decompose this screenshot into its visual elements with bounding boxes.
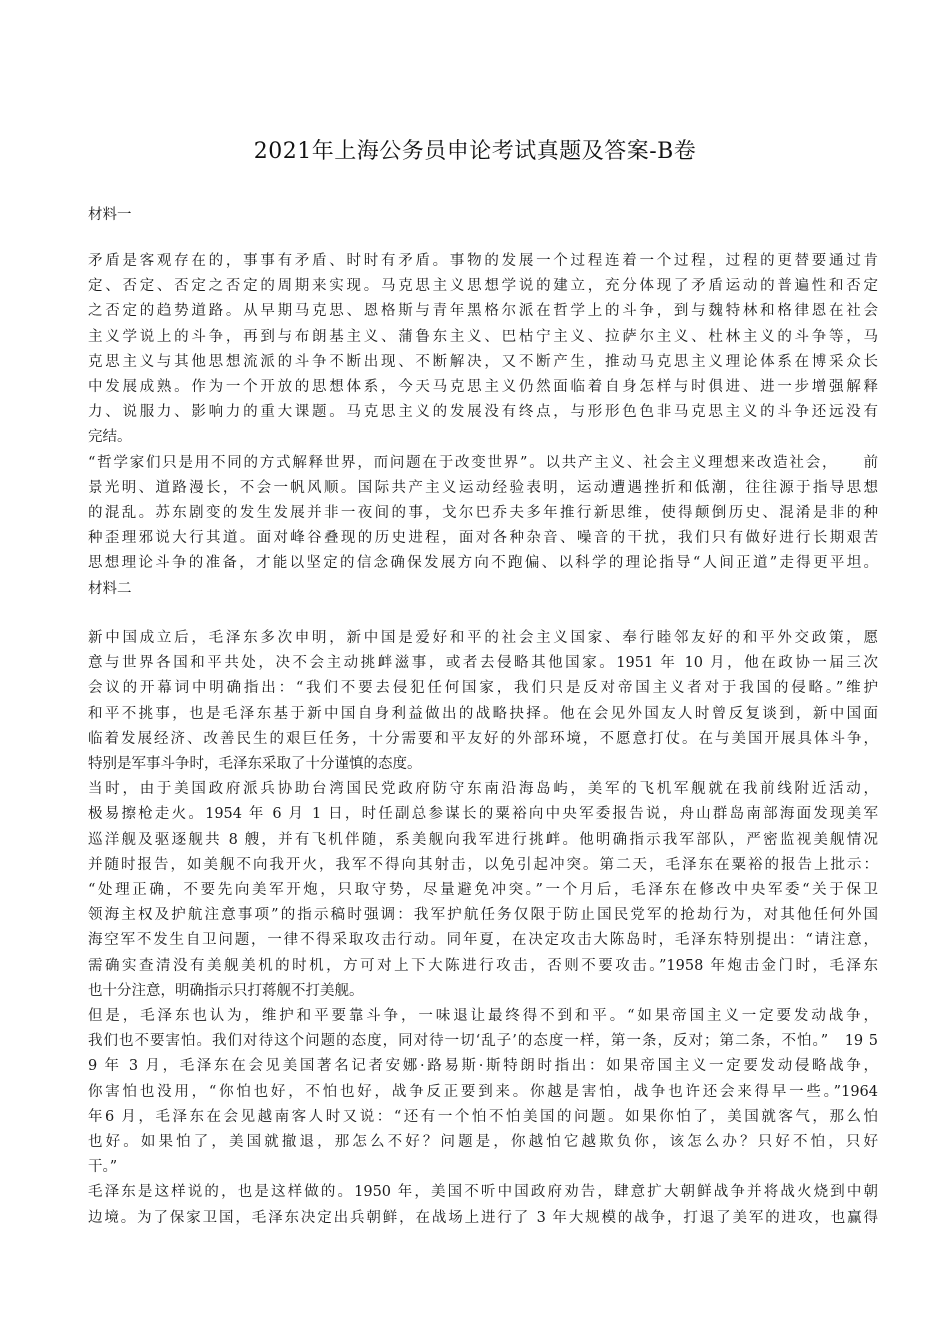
material2-line: 但是，毛泽东也认为，维护和平要靠斗争，一味退让最终得不到和平。“如果帝国主义一定要发动战争，	[88, 1008, 878, 1024]
material2-line: 年6 月，毛泽东在会见越南客人时又说：“还有一个怕不怕美国的问题。如果你怕了，美国就客气，那么怕	[88, 1108, 878, 1125]
material2-line: 当时，由于美国政府派兵协助台湾国民党政府防守东南沿海岛屿，美军的飞机军舰就在我前线附近活动，	[88, 781, 878, 798]
material1-line: 主义学说上的斗争，再到与布朗基主义、蒲鲁东主义、巴枯宁主义、拉萨尔主义、杜林主义的斗争等，马	[88, 328, 878, 345]
material2-line: 意与世界各国和平共处，决不会主动挑衅滋事，或者去侵略其他国家。1951 年 10 月，他在政协一届三次	[88, 655, 878, 672]
material2-line: 也好。如果怕了，美国就撤退，那怎么不好？问题是，你越怕它越欺负你，该怎么办？只好不怕，只好	[88, 1134, 878, 1150]
material1-line: 的混乱。苏东剧变的发生发展并非一夜间的事，戈尔巴乔夫多年推行新思维，使得颠倒历史、混淆是非的种	[88, 505, 878, 521]
material1-line: 定、否定、否定之否定的周期来实现。马克思主义思想学说的建立，充分体现了矛盾运动的普遍性和否定	[88, 278, 878, 295]
material1-line: 矛盾是客观存在的，事事有矛盾、时时有矛盾。事物的发展一个过程连着一个过程，过程的更替要通过肯	[88, 253, 878, 269]
material1-line: 力、说服力、影响力的重大课题。马克思主义的发展没有终点，与形形色色非马克思主义的斗争还远没有	[88, 404, 878, 421]
material2-line: 干。”	[88, 1159, 118, 1176]
material2-heading: 材料二	[88, 581, 132, 597]
material2-line: 巡洋舰及驱逐舰共 8 艘，并有飞机伴随，系美舰向我军进行挑衅。他明确指示我军部队，严密监视美舰情况	[88, 831, 878, 848]
material1-line: 完结。	[88, 429, 132, 446]
material2-line: 极易擦枪走火。1954 年 6 月 1 日，时任副总参谋长的粟裕向中央军委报告说，舟山群岛南部海面发现美军	[88, 806, 878, 823]
material2-line: 并随时报告，如美舰不向我开火，我军不得向其射击，以免引起冲突。第二天，毛泽东在粟裕的报告上批示：	[88, 856, 878, 873]
material2-line: 9 年 3 月，毛泽东在会见美国著名记者安娜·路易斯·斯特朗时指出：如果帝国主义一定要发动侵略战争，	[88, 1058, 878, 1075]
material1-line: 之否定的趋势道路。从早期马克思、恩格斯与青年黑格尔派在哲学上的斗争，到与魏特林和格律恩在社会	[88, 303, 878, 320]
material2-line: 海空军不发生自卫问题，一律不得采取攻击行动。同年夏，在决定攻击大陈岛时，毛泽东特别提出：“请注意，	[88, 932, 878, 949]
material1-line: 种歪理邪说大行其道。面对峰谷叠现的历史进程，面对各种杂音、噪音的干扰，我们只有做好进行长期艰苦	[88, 530, 878, 547]
material2-line: 边境。为了保家卫国，毛泽东决定出兵朝鲜，在战场上进行了 3 年大规模的战争，打退了美军的进攻，也赢得	[88, 1209, 878, 1226]
material2-line: 领海主权及护航注意事项”的指示稿时强调：我军护航任务仅限于防止国民党军的抢劫行为，对其他任何外国	[88, 907, 878, 924]
material2-line: 我们也不要害怕。我们对待这个问题的态度，同对待一切‘乱子’的态度一样，第一条，反对；第二条，不怕。” 19 5	[88, 1033, 878, 1050]
material2-line: 你害怕也没用，“你怕也好，不怕也好，战争反正要到来。你越是害怕，战争也许还会来得早一些。”1964	[88, 1083, 878, 1100]
material2-line: 新中国成立后，毛泽东多次申明，新中国是爱好和平的社会主义国家、奉行睦邻友好的和平外交政策，愿	[88, 630, 878, 646]
material1-line: “哲学家们只是用不同的方式解释世界，而问题在于改变世界”。以共产主义、社会主义理想来改造社会， 前	[88, 454, 878, 471]
material2-line: 和平不挑事，也是毛泽东基于新中国自身利益做出的战略抉择。他在会见外国友人时曾反复谈到，新中国面	[88, 705, 878, 722]
material2-line: 特别是军事斗争时，毛泽东采取了十分谨慎的态度。	[88, 756, 422, 772]
material1-line: 克思主义与其他思想流派的斗争不断出现、不断解决，又不断产生，推动马克思主义理论体系在博采众长	[88, 353, 878, 370]
material2-line: 需确实查清没有美舰美机的时机，方可对上下大陈进行攻击，否则不要攻击。”1958 年炮击金门时，毛泽东	[88, 957, 878, 974]
document-title: 2021年上海公务员申论考试真题及答案-B卷	[253, 139, 697, 164]
material2-line: “处理正确，不要先向美军开炮，只取守势，尽量避免冲突。”一个月后，毛泽东在修改中央军委“关于保卫	[88, 882, 879, 898]
material1-line: 景光明、道路漫长，不会一帆风顺。国际共产主义运动经验表明，运动遭遇挫折和低潮，往往源于指导思想	[88, 479, 878, 496]
material2-line: 毛泽东是这样说的，也是这样做的。1950 年，美国不听中国政府劝告，肆意扩大朝鲜战争并将战火烧到中朝	[88, 1184, 878, 1201]
material2-line: 会议的开幕词中明确指出：“我们不要去侵犯任何国家，我们只是反对帝国主义者对于我国的侵略。”维护	[88, 680, 878, 697]
material1-heading: 材料一	[88, 207, 132, 223]
material1-line: 中发展成熟。作为一个开放的思想体系，今天马克思主义仍然面临着自身怎样与时俱进、进一步增强解释	[88, 379, 878, 395]
material1-line: 思想理论斗争的准备，才能以坚定的信念确保发展方向不跑偏、以科学的理论指导“人间正道”走得更平坦。	[88, 555, 878, 572]
material2-line: 也十分注意，明确指示只打蒋舰不打美舰。	[88, 982, 364, 999]
material2-line: 临着发展经济、改善民生的艰巨任务，十分需要和平友好的外部环境，不愿意打仗。在与美国开展具体斗争，	[88, 730, 878, 747]
